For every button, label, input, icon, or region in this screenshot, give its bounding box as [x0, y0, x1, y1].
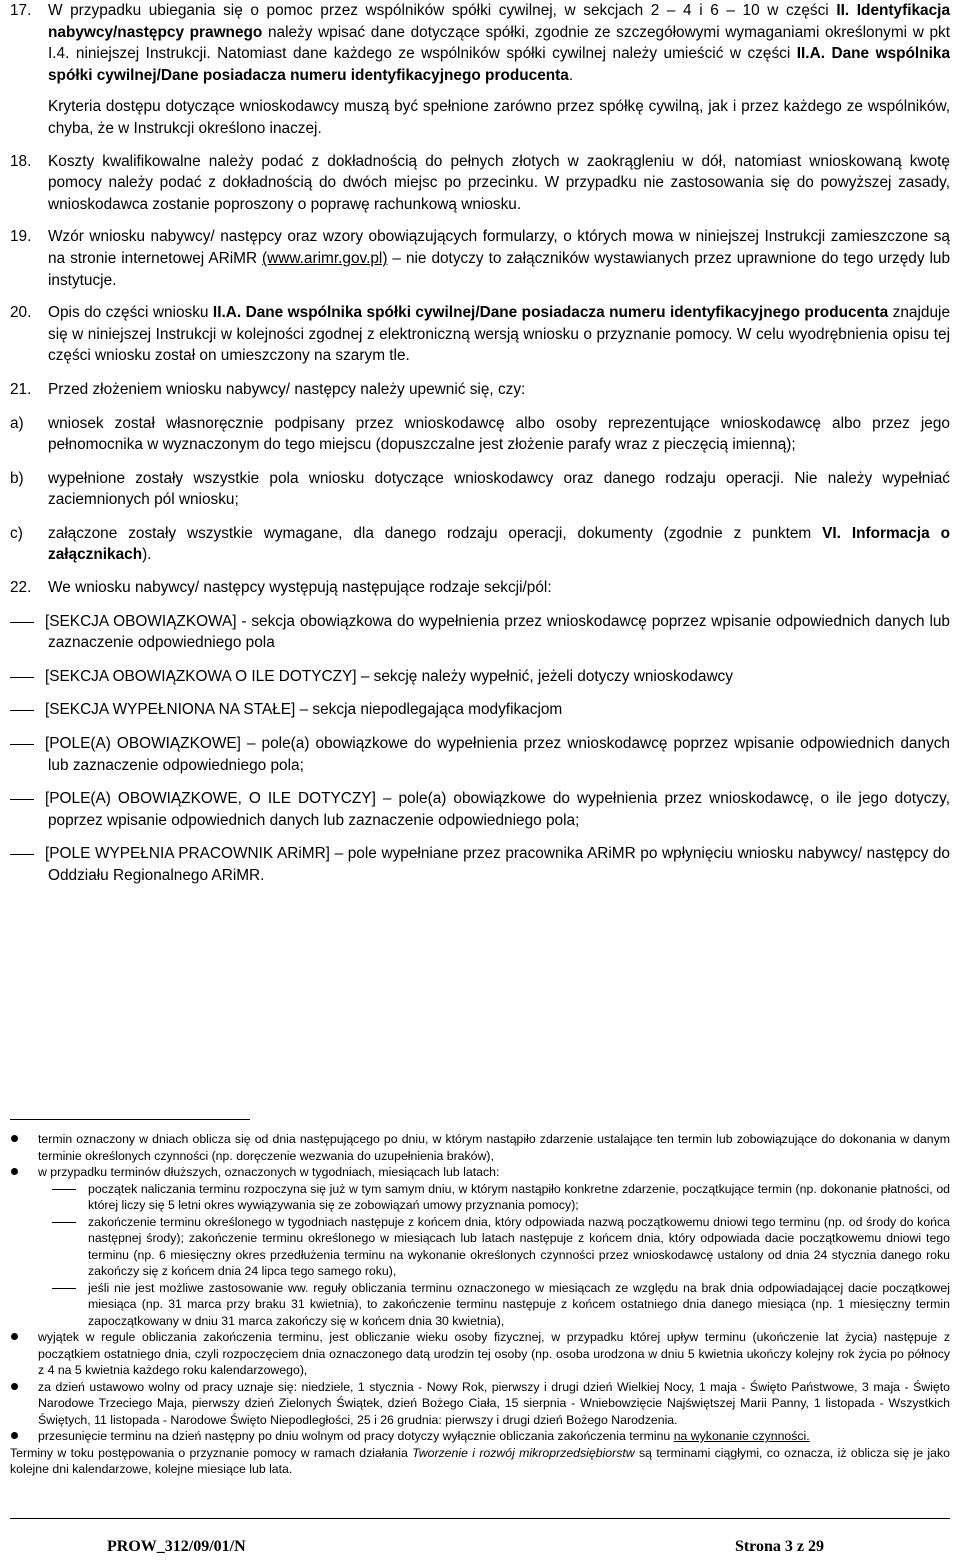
item-c: c) załączone zostały wszystkie wymagane, dla danego rodzaju operacji, dokumenty (zgodnie z punktem VI. Informacja o załącznikach).	[10, 523, 950, 566]
item-label: a)	[10, 414, 24, 432]
main-content	[10, 0, 950, 887]
paragraph-number: 17.	[10, 2, 32, 19]
paragraph-number: 19.	[10, 228, 32, 246]
paragraph-number: 21.	[10, 380, 32, 398]
dash-marker	[10, 611, 48, 654]
paragraph-21: 21. Przed złożeniem wniosku nabywcy/ następcy należy upewnić się, czy:	[10, 379, 950, 401]
item-label: c)	[10, 524, 23, 542]
arimr-website-link[interactable]: (www.arimr.gov.pl)	[262, 249, 388, 267]
dash-marker	[10, 666, 48, 688]
item-b: b) wypełnione zostały wszystkie pola wniosku dotyczące wnioskodawcy oraz danego rodzaju operacji. Nie należy wypełniać zaciemnionych pól wniosku;	[10, 468, 950, 511]
footnote-subitem: zakończenie terminu określonego w tygodniach następuje z końcem dnia, który odpowiada nazwą początkowemu dniowi tego terminu (np. od środy do końca następnej środy); zakończenie terminu określonego w miesiącach lub latach następuje z końcem dnia, który odpowiada dacie początkowemu dniowi tego terminu (np. 6 miesięczny okres przedłużenia terminu na wykonanie określonych czynności przez wnioskodawcę ustalony od dnia 24 stycznia danego roku zakończy się z końcem dnia 24 lipca tego samego roku),	[10, 1214, 950, 1280]
paragraph-20: 20. Opis do części wniosku II.A. Dane wspólnika spółki cywilnej/Dane posiadacza numeru identyfikacyjnego producenta znajduje się w niniejszej Instrukcji w kolejności zgodnej z elektroniczną wersją wniosku o przyznanie pomocy. W celu wyodrębnienia opisu tej części wniosku został on umieszczony na szarym tle.	[10, 302, 950, 367]
paragraph-17-continuation: Kryteria dostępu dotyczące wnioskodawcy muszą być spełnione zarówno przez spółkę cywilną, jak i przez każdego ze wspólników, chyba, że w Instrukcji określono inaczej.	[48, 98, 950, 137]
footnotes	[10, 1131, 950, 1478]
footer-separator	[10, 1518, 950, 1519]
footnote-separator	[10, 1119, 250, 1120]
footnote-item: wyjątek w regule obliczania zakończenia terminu, jest obliczanie wieku osoby fizycznej, w przypadku której upływ terminu (ukończenie lat życia) następuje z początkiem ostatniego dnia, czyli rozpoczęciem dnia oznaczonego datą urodzin tej osoby (np. osoba urodzona w dniu 5 kwietnia ukończy kolejny rok życia po północy z 4 na 5 kwietnia każdego roku kalendarzowego),	[10, 1329, 950, 1379]
paragraph-19: 19. Wzór wniosku nabywcy/ następcy oraz wzory obowiązujących formularzy, o których mowa w niniejszej Instrukcji zamieszczone są na stronie internetowej ARiMR (www.arimr.gov.pl) – nie dotyczy to załączników wystawianych przez uprawnione do tego urzędy lub instytucje.	[10, 226, 950, 291]
bullet-icon	[10, 1379, 38, 1429]
footnote-item: termin oznaczony w dniach oblicza się od dnia następującego po dniu, w którym nastąpiło zdarzenie ustalające ten termin lub zobowiązujące do dokonania w danym terminie określonych czynności (np. doręczenie wezwania do uzupełnienia braków),	[10, 1131, 950, 1164]
dash-marker	[10, 843, 48, 886]
section-type-item: [SEKCJA OBOWIĄZKOWA O ILE DOTYCZY] – sekcję należy wypełnić, jeżeli dotyczy wnioskodawcy	[10, 666, 950, 688]
section-type-item: [POLE WYPEŁNIA PRACOWNIK ARiMR] – pole wypełniane przez pracownika ARiMR po wpłynięciu wniosku nabywcy/ następcy do Oddziału Regionalnego ARiMR.	[10, 843, 950, 886]
section-type-item: [SEKCJA WYPEŁNIONA NA STAŁE] – sekcja niepodlegająca modyfikacjom	[10, 699, 950, 721]
paragraph-18: 18. Koszty kwalifikowalne należy podać z dokładnością do pełnych złotych w zaokrągleniu w dół, natomiast wnioskowaną kwotę pomocy należy podać z dokładnością do dwóch miejsc po przecinku. W przypadku nie zastosowania się do powyższej zasady, wnioskodawca zostanie poproszony o poprawę rachunkową wniosku.	[10, 151, 950, 216]
dash-marker	[10, 1181, 88, 1214]
paragraph-22: 22. We wniosku nabywcy/ następcy występują następujące rodzaje sekcji/pól:	[10, 577, 950, 599]
paragraph-number: 20.	[10, 304, 32, 322]
item-label: b)	[10, 469, 24, 487]
footnote-subitem: początek naliczania terminu rozpoczyna się już w tym samym dniu, w którym nastąpiło konkretne zdarzenie, początkujące termin (np. dokonanie płatności, od której liczy się 5 letni okres wywiązywania się ze zobowiązań umowy przyznania pomocy);	[10, 1181, 950, 1214]
footnote-item: przesunięcie terminu na dzień następny po dniu wolnym od pracy dotyczy wyłącznie obliczania zakończenia terminu na wykonanie czynności.	[10, 1428, 950, 1445]
footnote-closing: Terminy w toku postępowania o przyznanie pomocy w ramach działania Tworzenie i rozwój mikroprzedsiębiorstw są terminami ciągłymi, co oznacza, iż oblicza się je jako kolejne dni kalendarzowe, kolejne miesiące lub lata.	[10, 1445, 950, 1476]
paragraph-17: 17. W przypadku ubiegania się o pomoc przez wspólników spółki cywilnej, w sekcjach 2 – 4 i 6 – 10 w części II. Identyfikacja nabywcy/następcy prawnego należy wpisać dane dotyczące spółki, zgodnie ze szczegółowymi wymaganiami określonymi w pkt I.4. niniejszej Instrukcji. Natomiast dane każdego ze wspólników spółki cywilnej należy umieścić w części II.A. Dane wspólnika spółki cywilnej/Dane posiadacza numeru identyfikacyjnego producenta.	[10, 0, 950, 86]
page-number: Strona 3 z 29	[734, 1538, 824, 1555]
dash-marker	[10, 1214, 88, 1280]
section-type-item: [SEKCJA OBOWIĄZKOWA] - sekcja obowiązkowa do wypełnienia przez wnioskodawcę poprzez wpisanie odpowiednich danych lub zaznaczenie odpowiedniego pola	[10, 611, 950, 654]
footnote-item: w przypadku terminów dłuższych, oznaczonych w tygodniach, miesiącach lub latach:	[10, 1164, 950, 1181]
bullet-icon	[10, 1428, 38, 1445]
section-type-item: [POLE(A) OBOWIĄZKOWE, O ILE DOTYCZY] – pole(a) obowiązkowe do wypełnienia przez wnioskodawcę, o ile jego dotyczy, poprzez wpisanie odpowiednich danych lub zaznaczenie odpowiedniego pola;	[10, 788, 950, 831]
bullet-icon	[10, 1329, 38, 1379]
dash-marker	[10, 788, 48, 831]
bullet-icon	[10, 1164, 38, 1181]
dash-marker	[10, 699, 48, 721]
paragraph-number: 18.	[10, 152, 32, 170]
footnote-subitem: jeśli nie jest możliwe zastosowanie ww. reguły obliczania terminu oznaczonego w miesiącach ze względu na brak dnia odpowiadającej dacie początkowej miesiąca (np. 31 marca przy braku 31 kwietnia), to zakończenie terminu następuje z końcem ostatniego dnia danego miesiąca (np. 1 miesięczny termin zapoczątkowany w dniu 31 marca zakończy się w końcem dnia 30 kwietnia),	[10, 1280, 950, 1330]
section-type-item: [POLE(A) OBOWIĄZKOWE] – pole(a) obowiązkowe do wypełnienia przez wnioskodawcę poprzez wpisanie odpowiednich danych lub zaznaczenie odpowiedniego pola;	[10, 733, 950, 776]
item-a: a) wniosek został własnoręcznie podpisany przez wnioskodawcę albo osoby reprezentujące wnioskodawcę albo przez jego pełnomocnika w wyznaczonym do tego miejscu (dopuszczalne jest złożenie parafy wraz z pieczęcią imienną);	[10, 413, 950, 456]
bullet-icon	[10, 1131, 38, 1164]
document-code: PROW_312/09/01/N	[107, 1538, 246, 1555]
dash-marker	[10, 733, 48, 776]
footnote-item: za dzień ustawowo wolny od pracy uznaje się: niedziele, 1 stycznia - Nowy Rok, pierwszy i drugi dzień Wielkiej Nocy, 1 maja - Święto Państwowe, 3 maja - Święto Narodowe Trzeciego Maja, pierwszy dzień Zielonych Świątek, dzień Bożego Ciała, 15 sierpnia - Wniebowzięcie Najświętszej Marii Panny, 1 listopada - Wszystkich Świętych, 11 listopada - Narodowe Święto Niepodległości, 25 i 26 grudnia: pierwszy i drugi dzień Bożego Narodzenia.	[10, 1379, 950, 1429]
dash-marker	[10, 1280, 88, 1330]
paragraph-number: 22.	[10, 579, 32, 597]
